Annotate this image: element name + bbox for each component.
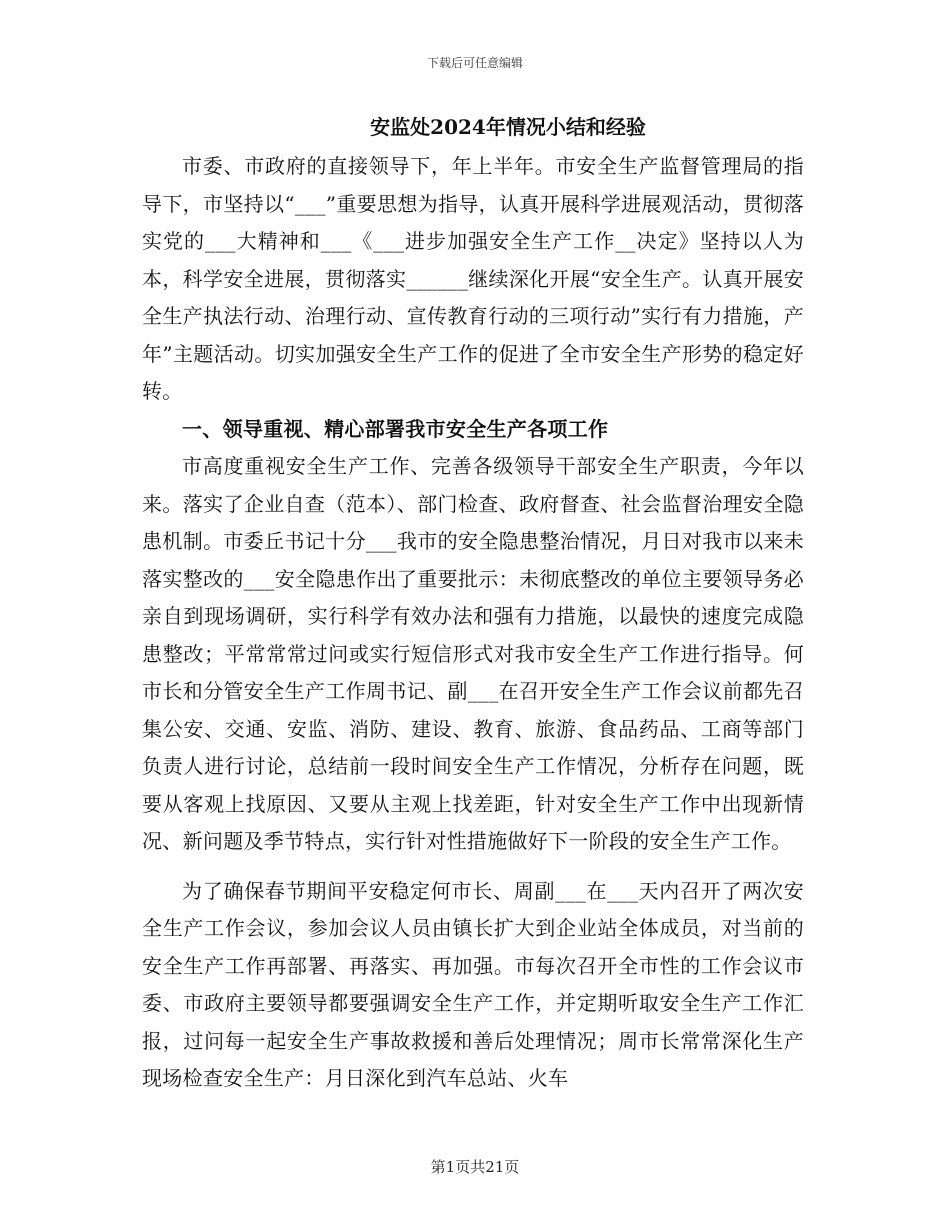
body-paragraph: 市高度重视安全生产工作、完善各级领导干部安全生产职责，今年以来。落实了企业自查（范本）、部门检查、政府督查、社会监督治理安全隐患机制。市委丘书记十分___我市的安全隐患整治情况，月日对我市以来未落实整改的___安全隐患作出了重要批示：未彻底整改的单位主要领导务必亲自到现场调研，实行科学有效办法和强有力措施，以最快的速度完成隐患整改；平常常常过问或实行短信形式对我市安全生产工作进行指导。何市长和分管安全生产工作周书记、副___在召开安全生产工作会议前都先召集公安、交通、安监、消防、建设、教育、旅游、食品药品、工商等部门负责人进行讨论，总结前一段时间安全生产工作情况，分析存在问题，既要从客观上找原因、又要从主观上找差距，针对安全生产工作中出现新情况、新问题及季节特点，实行针对性措施做好下一阶段的安全生产工作。 [142, 454, 804, 853]
intro-paragraph: 市委、市政府的直接领导下，年上半年。市安全生产监督管理局的指导下，市坚持以“___”重要思想为指导，认真开展科学进展观活动，贯彻落实党的___大精神和___《___进步加强安全生产工作__决定》坚持以人为本，科学安全进展，贯彻落实______继续深化开展“安全生产。认真开展安全生产执法行动、治理行动、宣传教育行动的三项行动”实行有力措施，产年”主题活动。切实加强安全生产工作的促进了全市安全生产形势的稳定好转。 [142, 154, 804, 403]
page-header-note: 下载后可任意编辑 [426, 56, 523, 70]
body-paragraph: 为了确保春节期间平安稳定何市长、周副___在___天内召开了两次安全生产工作会议，参加会议人员由镇长扩大到企业站全体成员，对当前的安全生产工作再部署、再落实、再加强。市每次召开全市性的工作会议市委、市政府主要领导都要强调安全生产工作，并定期听取安全生产工作汇报，过问每一起安全生产事故救援和善后处理情况；周市长常常深化生产现场检查安全生产：月日深化到汽车总站、火车 [142, 878, 804, 1090]
page-number: 第1页共21页 [430, 1158, 520, 1176]
section-heading: 一、领导重视、精心部署我市安全生产各项工作 [182, 416, 609, 441]
document-body [142, 112, 804, 1098]
document-title: 安监处2024年情况小结和经验 [370, 115, 646, 139]
